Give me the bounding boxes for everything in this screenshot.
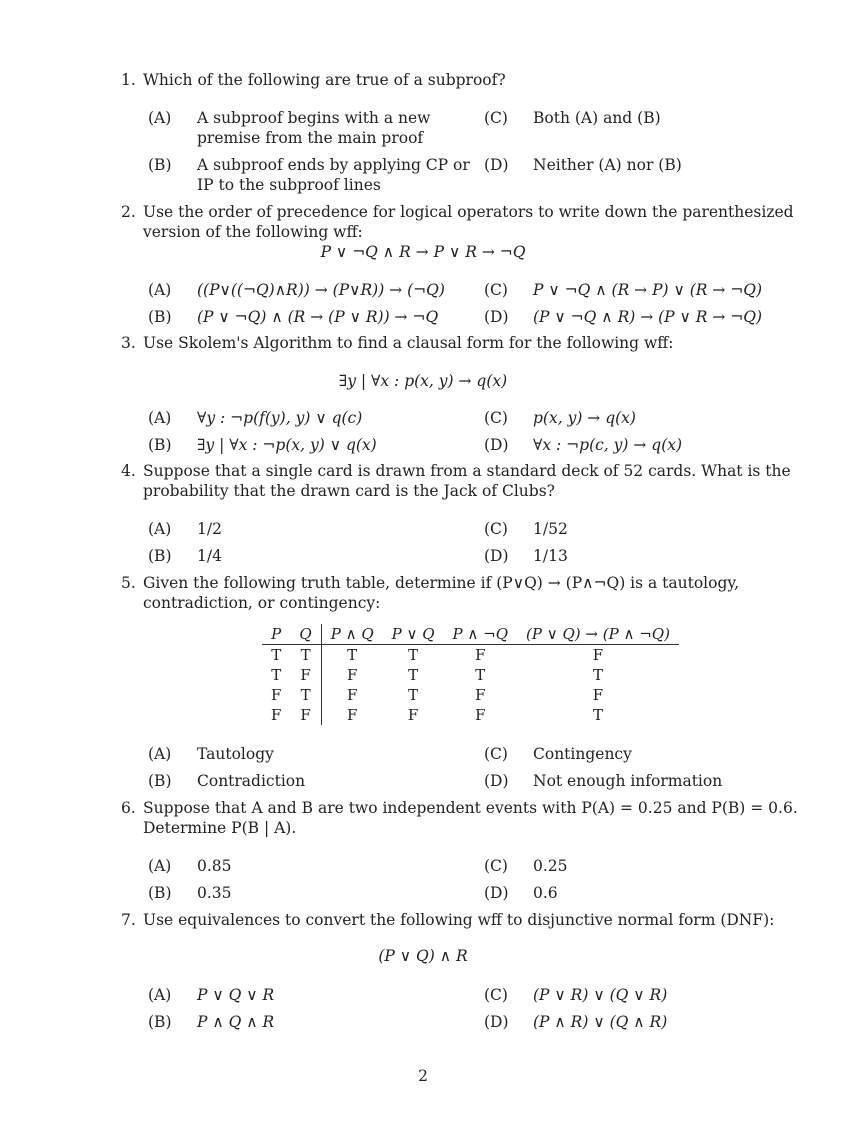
option-text: (P ∨ ¬Q) ∧ (R → (P ∨ R)) → ¬Q xyxy=(197,308,439,326)
option-label: (B) xyxy=(148,308,172,326)
option-text: 1/13 xyxy=(533,547,568,565)
header-cell: P ∧ ¬Q xyxy=(444,624,517,645)
question-1 xyxy=(121,70,801,90)
table-cell: T xyxy=(592,706,603,724)
page-number: 2 xyxy=(418,1067,428,1085)
option-text: 1/4 xyxy=(197,547,222,565)
header-cell: P ∧ Q xyxy=(321,624,382,645)
option-text: A subproof begins with a new premise from the main proof xyxy=(197,109,431,147)
question-number: 3. xyxy=(121,334,136,352)
question-number: 4. xyxy=(121,462,136,480)
option-label: (A) xyxy=(148,745,172,763)
table-cell: T xyxy=(408,646,419,664)
question-stem: Which of the following are true of a subproof? xyxy=(143,71,506,89)
header-cell: Q xyxy=(290,624,321,645)
option-text: 0.35 xyxy=(197,884,232,902)
question-7 xyxy=(121,910,801,930)
option-label: (A) xyxy=(148,986,172,1004)
question-number: 5. xyxy=(121,574,136,592)
table-row xyxy=(262,665,679,685)
option-label: (C) xyxy=(484,857,508,875)
option-text: A subproof ends by applying CP or IP to the subproof lines xyxy=(197,156,470,194)
option-text: (P ∨ ¬Q ∧ R) → (P ∨ R → ¬Q) xyxy=(533,308,763,326)
option-label: (D) xyxy=(484,436,509,454)
option-text: (P ∧ R) ∨ (Q ∧ R) xyxy=(533,1013,668,1031)
option-label: (D) xyxy=(484,308,509,326)
option-text: 0.85 xyxy=(197,857,232,875)
option-label: (C) xyxy=(484,986,508,1004)
table-cell: F xyxy=(271,686,282,704)
wff-expression: ∃y | ∀x : p(x, y) → q(x) xyxy=(338,372,508,390)
question-stem: Suppose that A and B are two independent events with P(A) = 0.25 and P(B) = 0.6. Determine P(B | A). xyxy=(143,799,798,837)
question-stem: Suppose that a single card is drawn from a standard deck of 52 cards. What is the probability that the drawn card is the Jack of Clubs? xyxy=(143,462,791,500)
table-cell: F xyxy=(475,706,486,724)
option-text: 0.6 xyxy=(533,884,558,902)
header-cell: (P ∨ Q) → (P ∧ ¬Q) xyxy=(517,624,679,645)
table-cell: T xyxy=(271,646,282,664)
option-label: (A) xyxy=(148,281,172,299)
option-label: (D) xyxy=(484,547,509,565)
option-label: (D) xyxy=(484,156,509,174)
table-cell: T xyxy=(475,666,486,684)
truth-table xyxy=(262,624,679,725)
option-text: ((P∨((¬Q)∧R)) → (P∨R)) → (¬Q) xyxy=(197,281,445,299)
option-label: (A) xyxy=(148,109,172,127)
option-text: P ∧ Q ∧ R xyxy=(197,1013,275,1031)
wff-expression: P ∨ ¬Q ∧ R → P ∨ R → ¬Q xyxy=(320,243,526,261)
question-stem: Use the order of precedence for logical operators to write down the parenthesized version of the following wff: xyxy=(143,203,794,241)
option-text: Tautology xyxy=(197,745,274,763)
question-3 xyxy=(121,333,801,353)
option-label: (B) xyxy=(148,547,172,565)
option-label: (C) xyxy=(484,281,508,299)
option-label: (C) xyxy=(484,109,508,127)
option-text: Both (A) and (B) xyxy=(533,109,661,127)
table-cell: T xyxy=(290,685,321,705)
table-cell: F xyxy=(271,706,282,724)
option-text: ∀y : ¬p(f(y), y) ∨ q(c) xyxy=(197,409,363,427)
question-number: 6. xyxy=(121,799,136,817)
truth-table-header xyxy=(262,624,679,645)
table-cell: T xyxy=(408,666,419,684)
option-label: (B) xyxy=(148,772,172,790)
option-label: (D) xyxy=(484,772,509,790)
question-4 xyxy=(121,461,801,501)
option-text: Contingency xyxy=(533,745,632,763)
table-row xyxy=(262,705,679,725)
question-stem: Given the following truth table, determine if (P∨Q) → (P∧¬Q) is a tautology, contradiction, or contingency: xyxy=(143,574,740,612)
option-label: (A) xyxy=(148,857,172,875)
option-text: P ∨ ¬Q ∧ (R → P) ∨ (R → ¬Q) xyxy=(533,281,763,299)
table-row xyxy=(262,645,679,666)
question-number: 2. xyxy=(121,203,136,221)
table-row xyxy=(262,685,679,705)
option-label: (A) xyxy=(148,409,172,427)
question-stem: Use equivalences to convert the following wff to disjunctive normal form (DNF): xyxy=(143,911,775,929)
header-cell: P ∨ Q xyxy=(383,624,444,645)
table-cell: F xyxy=(346,666,358,684)
option-text: (P ∨ R) ∨ (Q ∨ R) xyxy=(533,986,668,1004)
option-label: (D) xyxy=(484,1013,509,1031)
table-cell: T xyxy=(271,666,282,684)
option-label: (C) xyxy=(484,745,508,763)
table-cell: F xyxy=(290,705,321,725)
table-cell: F xyxy=(592,646,604,664)
question-5 xyxy=(121,573,801,613)
table-cell: F xyxy=(475,646,486,664)
option-text: 1/2 xyxy=(197,520,222,538)
table-cell: F xyxy=(475,686,486,704)
table-cell: T xyxy=(592,666,603,684)
option-text: p(x, y) → q(x) xyxy=(533,409,636,427)
question-6 xyxy=(121,798,801,838)
option-label: (A) xyxy=(148,520,172,538)
table-cell: T xyxy=(347,646,358,664)
option-label: (B) xyxy=(148,1013,172,1031)
wff-expression: (P ∨ Q) ∧ R xyxy=(378,947,468,965)
table-cell: F xyxy=(407,706,419,724)
option-label: (C) xyxy=(484,520,508,538)
question-2 xyxy=(121,202,801,242)
option-text: Neither (A) nor (B) xyxy=(533,156,682,174)
option-label: (B) xyxy=(148,436,172,454)
option-text: Not enough information xyxy=(533,772,723,790)
option-label: (B) xyxy=(148,156,172,174)
option-text: 0.25 xyxy=(533,857,568,875)
table-cell: F xyxy=(290,665,321,685)
header-cell: P xyxy=(262,624,290,645)
option-label: (D) xyxy=(484,884,509,902)
option-text: ∀x : ¬p(c, y) → q(x) xyxy=(533,436,683,454)
question-number: 7. xyxy=(121,911,136,929)
option-text: Contradiction xyxy=(197,772,306,790)
table-cell: F xyxy=(592,686,604,704)
table-cell: T xyxy=(290,645,321,666)
option-text: ∃y | ∀x : ¬p(x, y) ∨ q(x) xyxy=(197,436,377,454)
option-text: P ∨ Q ∨ R xyxy=(197,986,275,1004)
question-number: 1. xyxy=(121,71,136,89)
question-stem: Use Skolem's Algorithm to find a clausal form for the following wff: xyxy=(143,334,674,352)
table-cell: F xyxy=(346,686,358,704)
option-text: 1/52 xyxy=(533,520,568,538)
table-cell: T xyxy=(408,686,419,704)
option-label: (C) xyxy=(484,409,508,427)
table-cell: F xyxy=(346,706,358,724)
option-label: (B) xyxy=(148,884,172,902)
